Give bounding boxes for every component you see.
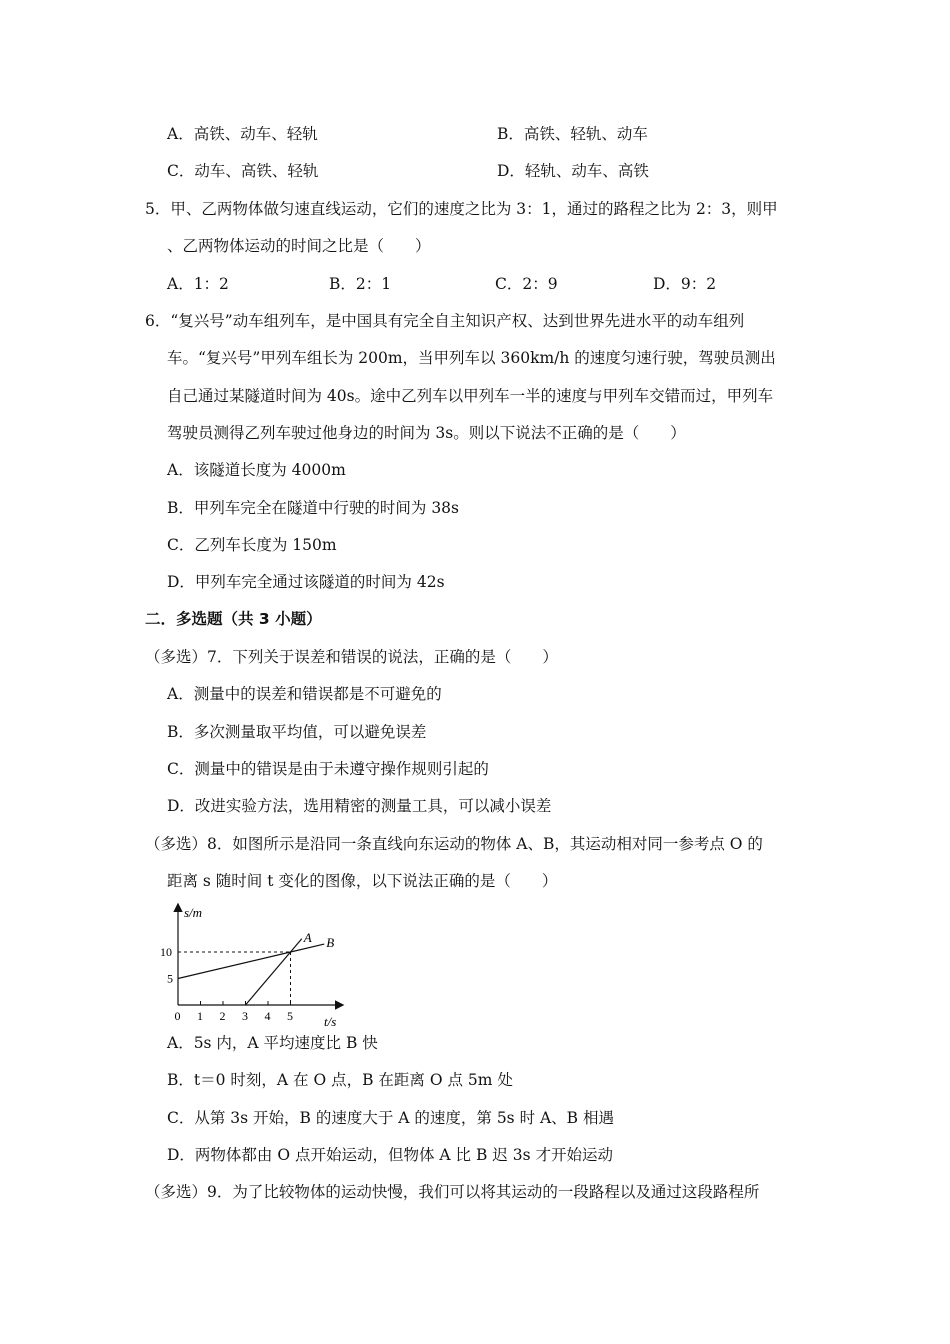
q7-option-a: A．测量中的误差和错误都是不可避免的 <box>167 685 442 703</box>
q5-stem-line-1: 5．甲、乙两物体做匀速直线运动，它们的速度之比为 3：1，通过的路程之比为 2：3，则甲 <box>145 200 778 218</box>
q8-stem-line-2: 距离 s 随时间 t 变化的图像，以下说法正确的是（ ） <box>167 872 558 890</box>
q4-option-b: B．高铁、轻轨、动车 <box>497 125 648 143</box>
q5-option-c: C．2：9 <box>495 275 558 293</box>
q6-stem-line-4: 驾驶员测得乙列车驶过他身边的时间为 3s。则以下说法不正确的是（ ） <box>167 424 686 442</box>
q8-option-b: B．t＝0 时刻，A 在 O 点，B 在距离 O 点 5m 处 <box>167 1071 513 1089</box>
series-label-B: B <box>326 935 335 951</box>
q7-option-c: C．测量中的错误是由于未遵守操作规则引起的 <box>167 760 489 778</box>
q6-option-c: C．乙列车长度为 150m <box>167 536 337 554</box>
x-tick-label-2: 2 <box>219 1009 226 1023</box>
q6-stem-line-3: 自己通过某隧道时间为 40s。途中乙列车以甲列车一半的速度与甲列车交错而过，甲列车 <box>167 387 774 405</box>
q4-option-row-2 <box>167 160 649 182</box>
q7-option-b: B．多次测量取平均值，可以避免误差 <box>167 723 427 741</box>
q5-option-b: B．2：1 <box>329 275 392 293</box>
st-graph <box>160 895 360 1030</box>
q9-stem-line-1: （多选）9．为了比较物体的运动快慢，我们可以将其运动的一段路程以及通过这段路程所 <box>145 1183 760 1201</box>
series-label-A: A <box>303 929 312 945</box>
q7-option-d: D．改进实验方法，选用精密的测量工具，可以减小误差 <box>167 797 552 815</box>
x-tick-label-0: 0 <box>174 1009 181 1023</box>
q4-option-row-1 <box>167 123 648 145</box>
q4-option-a: A．高铁、动车、轻轨 <box>167 125 318 143</box>
q5-option-d: D．9：2 <box>653 275 717 293</box>
y-tick-label-10: 10 <box>160 945 172 959</box>
q4-option-d: D．轻轨、动车、高铁 <box>497 162 649 180</box>
y-tick-group <box>160 945 173 986</box>
series-line-A <box>246 939 302 1005</box>
q5-option-a: A．1：2 <box>167 275 229 293</box>
q6-stem-line-1: 6．“复兴号”动车组列车，是中国具有完全自主知识产权、达到世界先进水平的动车组列 <box>145 312 745 330</box>
y-axis-label: s/m <box>184 905 203 920</box>
q8-stem-line-1: （多选）8．如图所示是沿同一条直线向东运动的物体 A、B，其运动相对同一参考点 O 的 <box>145 835 763 853</box>
x-axis-label: t/s <box>324 1014 337 1029</box>
series-group <box>178 930 334 1005</box>
q4-option-c: C．动车、高铁、轻轨 <box>167 162 319 180</box>
x-tick-label-4: 4 <box>264 1009 271 1023</box>
y-tick-label-5: 5 <box>167 971 173 986</box>
q8-option-a: A．5s 内，A 平均速度比 B 快 <box>167 1034 378 1052</box>
q6-stem-line-2: 车。“复兴号”甲列车组长为 200m，当甲列车以 360km/h 的速度匀速行驶，驾驶员测出 <box>167 349 776 367</box>
x-tick-label-3: 3 <box>242 1009 248 1023</box>
q7-stem: （多选）7．下列关于误差和错误的说法，正确的是（ ） <box>145 648 558 666</box>
q8-option-d: D．两物体都由 O 点开始运动，但物体 A 比 B 迟 3s 才开始运动 <box>167 1146 613 1164</box>
guide-lines <box>178 952 291 1005</box>
q6-option-b: B．甲列车完全在隧道中行驶的时间为 38s <box>167 499 459 517</box>
x-tick-label-5: 5 <box>287 1009 293 1023</box>
q5-stem-line-2: 、乙两物体运动的时间之比是（ ） <box>167 237 431 255</box>
q6-option-d: D．甲列车完全通过该隧道的时间为 42s <box>167 573 445 591</box>
section-heading-multiple-choice: 二．多选题（共 3 小题） <box>145 610 322 628</box>
x-tick-label-1: 1 <box>197 1009 203 1023</box>
q6-option-a: A．该隧道长度为 4000m <box>167 461 346 479</box>
q8-option-c: C．从第 3s 开始，B 的速度大于 A 的速度，第 5s 时 A、B 相遇 <box>167 1109 615 1127</box>
series-line-B <box>178 944 324 978</box>
q5-options <box>167 273 767 295</box>
x-tick-group <box>175 1001 294 1023</box>
